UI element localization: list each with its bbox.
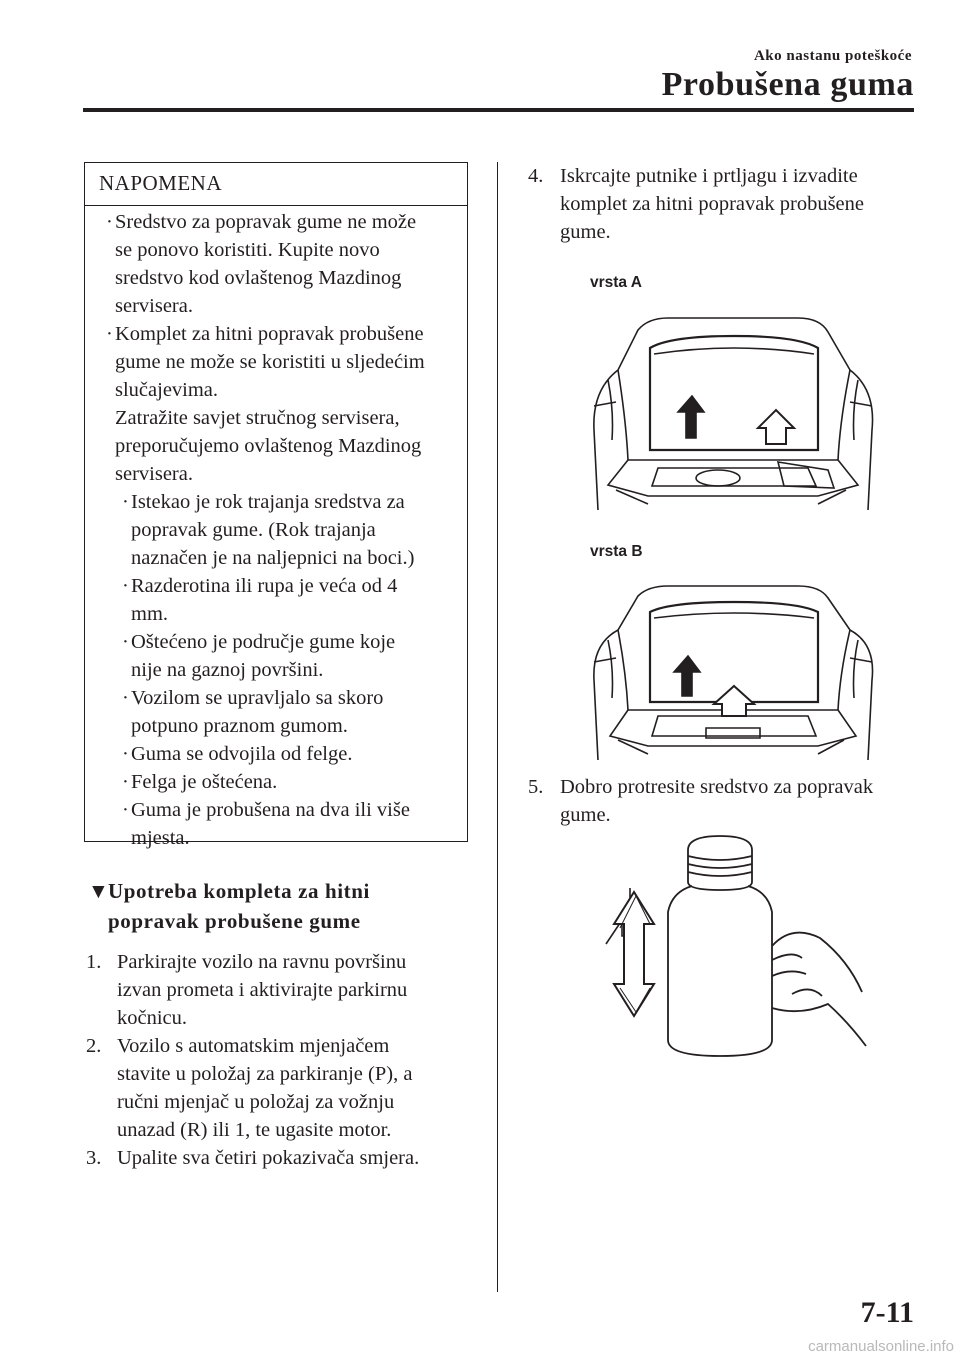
bullet-dot-icon: · (122, 771, 129, 793)
note-subbullet: · Guma je probušena na dva ili više mjesta. (115, 796, 455, 852)
step-item: 5. Dobro protresite sredstvo za popravak gume. (528, 776, 874, 826)
chapter-label: Ako nastanu poteškoće (753, 48, 912, 64)
figure-caption-b: vrsta B (590, 543, 643, 560)
bullet-dot-icon: · (122, 631, 129, 653)
trunk-type-a-illustration (588, 310, 878, 510)
note-box (84, 162, 468, 849)
header-rule (83, 108, 914, 112)
bullet-dot-icon: · (122, 743, 129, 765)
triangle-down-icon: ▼ (88, 879, 110, 903)
note-heading: NAPOMENA (85, 163, 467, 206)
note-subbullet: · Felga je oštećena. (115, 768, 455, 796)
bullet-dot-icon: · (122, 491, 129, 513)
note-bullet: · Komplet za hitni popravak probušene gume ne može se koristiti u sljedećim slučajevima. Zatražite savjet stručnog servisera, preporučujemo ovlaštenog Mazdinog servisera. (99, 320, 455, 488)
shake-bottle-illustration (596, 832, 872, 1060)
watermark: carmanualsonline.info (808, 1338, 954, 1355)
note-subbullet: · Razderotina ili rupa je veća od 4 mm. (115, 572, 455, 628)
note-subbullet: · Vozilom se upravljalo sa skoro potpuno praznom gumom. (115, 684, 455, 740)
bullet-dot-icon: · (106, 211, 113, 233)
column-divider (497, 162, 498, 1292)
bullet-dot-icon: · (122, 799, 129, 821)
bullet-dot-icon: · (122, 687, 129, 709)
bullet-dot-icon: · (122, 575, 129, 597)
step-item: 1. Parkirajte vozilo na ravnu površinu izvan prometa i aktivirajte parkirnu kočnicu. (86, 951, 408, 1029)
note-subbullet: · Istekao je rok trajanja sredstva za popravak gume. (Rok trajanja naznačen je na naljepnici na boci.) (115, 488, 455, 572)
section-heading: ▼ Upotreba kompleta za hitni popravak probušene gume (88, 876, 370, 936)
step-item: 4. Iskrcajte putnike i prtljagu i izvadite komplet za hitni popravak probušene gume. (528, 165, 864, 243)
note-bullet: · Sredstvo za popravak gume ne može se ponovo koristiti. Kupite novo sredstvo kod ovlaštenog Mazdinog servisera. (99, 208, 455, 320)
note-subbullet: · Oštećeno je područje gume koje nije na gaznoj površini. (115, 628, 455, 684)
trunk-type-b-illustration (588, 580, 878, 760)
figure-caption-a: vrsta A (590, 274, 642, 291)
step-item: 3. Upalite sva četiri pokazivača smjera. (86, 1147, 420, 1169)
page-title: Probušena guma (661, 66, 914, 103)
note-subbullet: · Guma se odvojila od felge. (115, 740, 455, 768)
step-item: 2. Vozilo s automatskim mjenjačem stavite u položaj za parkiranje (P), a ručni mjenjač u položaj za vožnju unazad (R) ili 1, te ugasite motor. (86, 1035, 413, 1141)
bullet-dot-icon: · (106, 323, 113, 345)
page-number: 7-11 (860, 1296, 914, 1329)
